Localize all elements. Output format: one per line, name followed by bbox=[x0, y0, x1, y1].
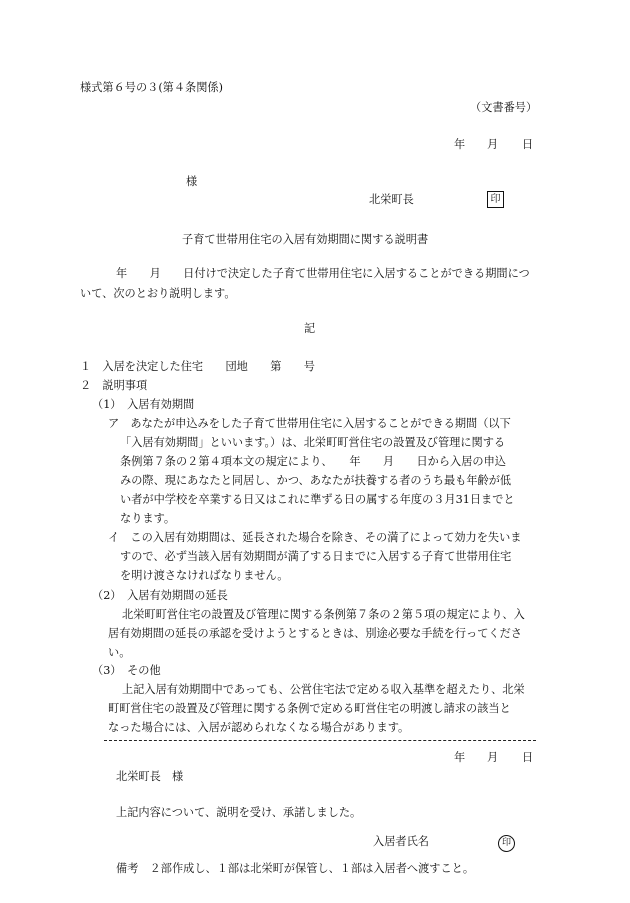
section-1-i-line: すので、必ず当該入居有効期間が満了する日までに入居する子育て世帯用住宅 bbox=[120, 550, 512, 563]
consent-statement: 上記内容について、説明を受け、承諾しました。 bbox=[116, 806, 362, 819]
seal-stamp: 印 bbox=[487, 191, 504, 208]
ki-heading: 記 bbox=[304, 322, 316, 335]
addressee-sama: 様 bbox=[186, 175, 198, 188]
footer-date-year: 年 bbox=[454, 751, 466, 764]
section-1-a-line: なります。 bbox=[120, 512, 176, 525]
section-3-heading: （3） その他 bbox=[92, 664, 161, 677]
section-3-line: 上記入居有効期間中であっても、公営住宅法で定める収入基準を超えたり、北栄 bbox=[122, 683, 525, 696]
intro-line-2: いて、次のとおり説明します。 bbox=[80, 287, 236, 300]
section-1-a-line: い者が中学校を卒業する日又はこれに準ずる日の属する年度の３月31日までと bbox=[120, 493, 515, 506]
cut-line-divider bbox=[104, 740, 536, 741]
footer-addressee: 北栄町長 様 bbox=[116, 770, 184, 783]
tenant-name-label: 入居者氏名 bbox=[373, 835, 429, 848]
tenant-seal-stamp: 印 bbox=[498, 835, 515, 852]
section-2-line: い。 bbox=[108, 646, 131, 659]
item-1: １ 入居を決定した住宅 団地 第 号 bbox=[80, 360, 315, 373]
document-number: （文書番号） bbox=[470, 101, 538, 114]
date-year: 年 bbox=[454, 138, 466, 151]
section-2-line: 北栄町町営住宅の設置及び管理に関する条例第７条の２第５項の規定により、入 bbox=[122, 608, 525, 621]
issuer-name: 北栄町長 bbox=[369, 193, 414, 206]
section-1-i-line: イ この入居有効期間は、延長された場合を除き、その満了によって効力を失いま bbox=[108, 531, 522, 544]
section-2-heading: （2） 入居有効期間の延長 bbox=[92, 589, 228, 602]
date-day: 日 bbox=[522, 138, 534, 151]
remarks-note: 備考 ２部作成し、１部は北栄町が保管し、１部は入居者へ渡すこと。 bbox=[116, 862, 475, 875]
intro-line-1: 年 月 日付けで決定した子育て世帯用住宅に入居することができる期間につ bbox=[116, 267, 530, 280]
document-title: 子育て世帯用住宅の入居有効期間に関する説明書 bbox=[182, 233, 429, 246]
footer-date-day: 日 bbox=[522, 751, 534, 764]
section-1-a-line: みの際、現にあなたと同居し、かつ、あなたが扶養する者のうち最も年齢が低 bbox=[120, 474, 512, 487]
section-3-line: なった場合には、入居が認められなくなる場合があります。 bbox=[108, 721, 410, 734]
section-1-a-line: 「入居有効期間」といいます。）は、北栄町町営住宅の設置及び管理に関する bbox=[120, 436, 506, 449]
section-1-i-line: を明け渡さなければなりません。 bbox=[120, 569, 289, 582]
section-1-a-line: 条例第７条の２第４項本文の規定により、 年 月 日から入居の申込 bbox=[120, 455, 506, 468]
item-2: ２ 説明事項 bbox=[80, 379, 148, 392]
section-1-heading: （1） 入居有効期間 bbox=[92, 398, 195, 411]
section-3-line: 町町営住宅の設置及び管理に関する条例で定める町営住宅の明渡し請求の該当と bbox=[108, 702, 511, 715]
date-month: 月 bbox=[487, 138, 499, 151]
footer-date-month: 月 bbox=[487, 751, 499, 764]
section-1-a-line: ア あなたが申込みをした子育て世帯用住宅に入居することができる期間（以下 bbox=[108, 417, 511, 430]
section-2-line: 居有効期間の延長の承認を受けようとするときは、別途必要な手続を行ってくださ bbox=[108, 627, 522, 640]
form-number: 様式第６号の３(第４条関係) bbox=[80, 81, 223, 94]
